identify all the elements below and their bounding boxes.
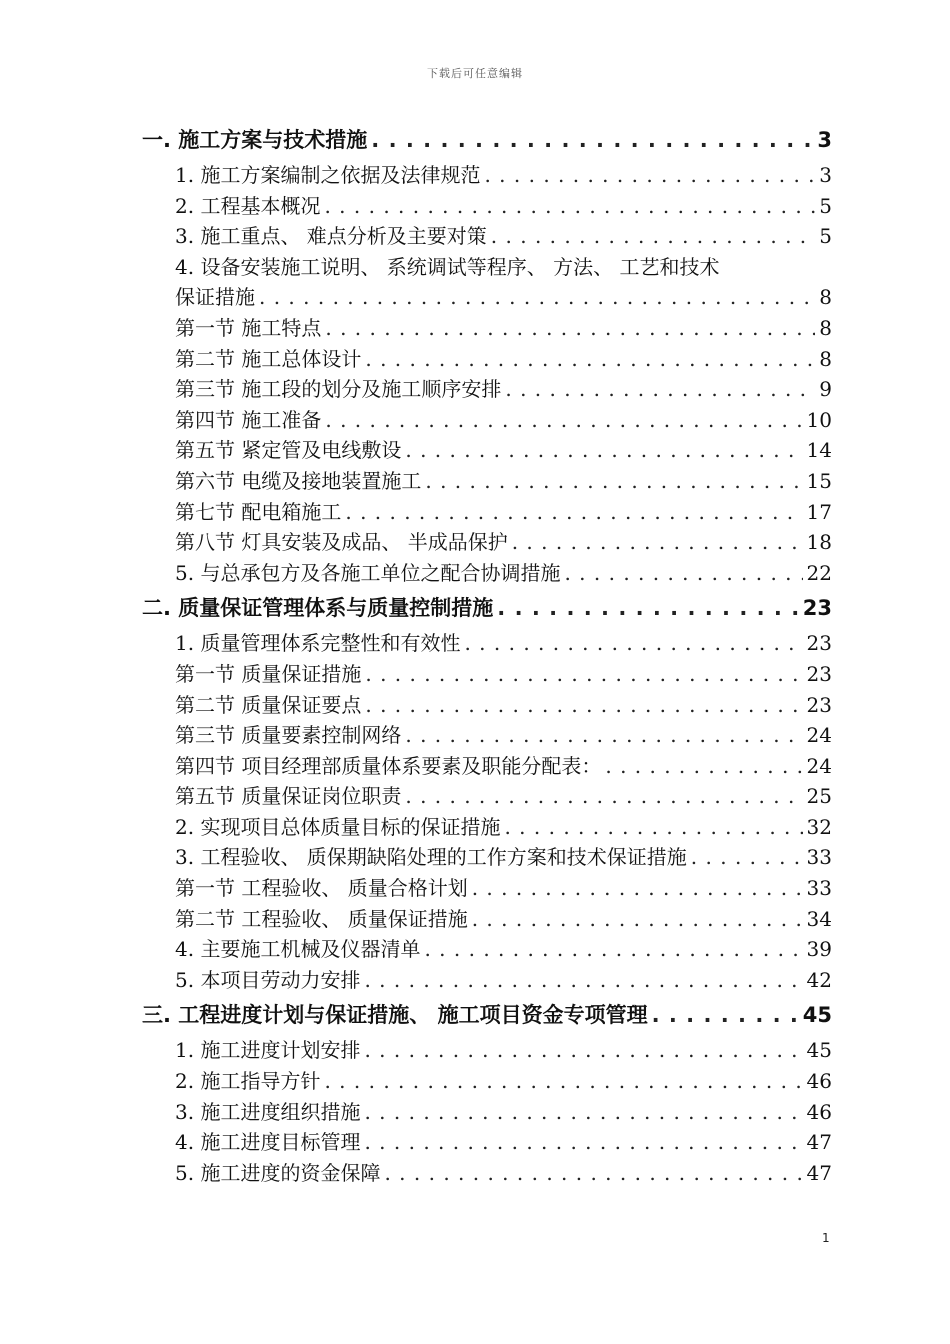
toc-entry-line[interactable] xyxy=(142,690,832,721)
toc-entry-line[interactable] xyxy=(142,751,832,782)
toc-entry-title: 第一节 质量保证措施 xyxy=(175,661,362,686)
toc-dot-leader xyxy=(259,282,815,313)
toc-page-number: 18 xyxy=(806,530,832,555)
toc-dot-leader xyxy=(405,720,802,751)
toc-dot-leader xyxy=(345,497,802,528)
toc-entry-title: 第三节 施工段的划分及施工顺序安排 xyxy=(175,377,502,402)
toc-entry-line[interactable] xyxy=(142,252,832,283)
toc-entry-title: 5. 与总承包方及各施工单位之配合协调措施 xyxy=(175,560,561,585)
toc-page-number: 39 xyxy=(806,937,832,962)
toc-chapter-line[interactable] xyxy=(142,120,832,160)
toc-entry-line[interactable] xyxy=(142,628,832,659)
toc-page-number: 8 xyxy=(819,285,832,310)
toc-entry-title: 二. 质量保证管理体系与质量控制措施 xyxy=(142,596,494,621)
toc-entry-title: 1. 施工方案编制之依据及法律规范 xyxy=(175,163,481,187)
toc-page-number: 33 xyxy=(806,845,832,870)
toc-dot-leader xyxy=(364,1127,802,1158)
toc-entry-line[interactable] xyxy=(142,720,832,751)
toc-entry-line[interactable] xyxy=(142,1097,832,1128)
toc-dot-leader xyxy=(425,466,802,497)
toc-page-number: 3 xyxy=(819,163,832,187)
toc-page-number: 9 xyxy=(819,377,832,402)
toc-entry-title: 3. 工程验收、 质保期缺陷处理的工作方案和技术保证措施 xyxy=(175,845,687,870)
toc-dot-leader xyxy=(324,191,815,222)
toc-entry-line[interactable] xyxy=(142,842,832,873)
toc-page-number: 45 xyxy=(802,1003,832,1028)
toc-page-number: 23 xyxy=(806,692,832,717)
toc-page-number: 25 xyxy=(806,784,832,809)
toc-dot-leader xyxy=(497,588,798,628)
toc-entry-title: 保证措施 xyxy=(175,285,255,310)
toc-entry-line[interactable] xyxy=(142,160,832,191)
toc-entry-line[interactable] xyxy=(142,497,832,528)
toc-entry-title: 一. 施工方案与技术措施 xyxy=(142,128,368,152)
toc-entry-line[interactable] xyxy=(142,1158,832,1189)
toc-page-number: 5 xyxy=(819,224,832,249)
toc-chapter-line[interactable] xyxy=(142,588,832,628)
toc-chapter-line[interactable] xyxy=(142,995,832,1035)
table-of-contents xyxy=(142,120,832,1188)
toc-entry-line[interactable] xyxy=(142,781,832,812)
toc-entry-line[interactable] xyxy=(142,191,832,222)
toc-entry-title: 3. 施工进度组织措施 xyxy=(175,1099,361,1124)
toc-entry-title: 第八节 灯具安装及成品、 半成品保护 xyxy=(175,530,508,555)
toc-entry-title: 5. 本项目劳动力安排 xyxy=(175,967,361,992)
toc-dot-leader xyxy=(384,1158,802,1189)
toc-page-number: 34 xyxy=(806,906,832,931)
page-number: 1 xyxy=(822,1231,830,1245)
toc-entry-title: 第三节 质量要素控制网络 xyxy=(175,723,402,748)
toc-dot-leader xyxy=(365,659,802,690)
toc-entry-title: 2. 实现项目总体质量目标的保证措施 xyxy=(175,814,501,839)
toc-entry-title: 3. 施工重点、 难点分析及主要对策 xyxy=(175,224,487,249)
toc-entry-title: 第四节 项目经理部质量体系要素及职能分配表： xyxy=(175,753,602,778)
toc-entry-title: 4. 主要施工机械及仪器清单 xyxy=(175,937,421,962)
toc-entry-line[interactable] xyxy=(142,1066,832,1097)
toc-dot-leader xyxy=(364,1035,802,1066)
toc-entry-title: 1. 施工进度计划安排 xyxy=(175,1038,361,1063)
toc-page-number: 45 xyxy=(806,1038,832,1063)
toc-page-number: 17 xyxy=(806,499,832,524)
toc-page-number: 14 xyxy=(806,438,832,463)
toc-entry-line[interactable] xyxy=(142,558,832,589)
toc-entry-title: 4. 设备安装施工说明、 系统调试等程序、 方法、 工艺和技术 xyxy=(175,254,720,279)
toc-dot-leader xyxy=(691,842,803,873)
header-note: 下载后可任意编辑 xyxy=(427,67,523,80)
toc-entry-title: 第四节 施工准备 xyxy=(175,407,322,432)
toc-entry-line[interactable] xyxy=(142,1035,832,1066)
toc-dot-leader xyxy=(325,405,802,436)
toc-entry-line[interactable] xyxy=(142,904,832,935)
toc-entry-title: 4. 施工进度目标管理 xyxy=(175,1130,361,1155)
toc-dot-leader xyxy=(605,751,802,782)
toc-page-number: 24 xyxy=(806,723,832,748)
toc-entry-title: 2. 工程基本概况 xyxy=(175,193,321,218)
toc-dot-leader xyxy=(405,781,802,812)
toc-dot-leader xyxy=(484,160,815,191)
toc-page-number: 23 xyxy=(806,631,832,656)
toc-entry-line[interactable] xyxy=(142,965,832,996)
toc-dot-leader xyxy=(491,221,815,252)
toc-entry-title: 第六节 电缆及接地装置施工 xyxy=(175,468,422,493)
toc-dot-leader xyxy=(505,374,815,405)
toc-dot-leader xyxy=(364,965,802,996)
toc-entry-line[interactable] xyxy=(142,1127,832,1158)
toc-entry-line[interactable] xyxy=(142,659,832,690)
toc-page-number: 23 xyxy=(806,661,832,686)
toc-page-number: 32 xyxy=(806,814,832,839)
toc-dot-leader xyxy=(472,904,803,935)
toc-dot-leader xyxy=(324,1066,802,1097)
toc-entry-line[interactable] xyxy=(142,812,832,843)
toc-page-number: 23 xyxy=(802,596,832,621)
toc-entry-line[interactable] xyxy=(142,435,832,466)
toc-dot-leader xyxy=(371,120,813,160)
toc-entry-title: 第二节 工程验收、 质量保证措施 xyxy=(175,906,468,931)
toc-entry-title: 第五节 紧定管及电线敷设 xyxy=(175,438,402,463)
toc-entry-line[interactable] xyxy=(142,466,832,497)
toc-entry-title: 5. 施工进度的资金保障 xyxy=(175,1160,381,1185)
toc-entry-line[interactable] xyxy=(142,527,832,558)
toc-dot-leader xyxy=(365,344,815,375)
toc-page-number: 8 xyxy=(819,315,832,340)
toc-entry-line[interactable] xyxy=(142,313,832,344)
toc-entry-title: 1. 质量管理体系完整性和有效性 xyxy=(175,631,461,656)
toc-entry-line[interactable] xyxy=(142,221,832,252)
toc-dot-leader xyxy=(652,995,799,1035)
toc-entry-title: 第二节 施工总体设计 xyxy=(175,346,362,371)
toc-entry-title: 第二节 质量保证要点 xyxy=(175,692,362,717)
toc-entry-line[interactable] xyxy=(142,934,832,965)
toc-page-number: 15 xyxy=(806,468,832,493)
toc-dot-leader xyxy=(405,435,802,466)
toc-entry-line[interactable] xyxy=(142,344,832,375)
toc-entry-title: 第一节 施工特点 xyxy=(175,315,322,340)
toc-entry-title: 2. 施工指导方针 xyxy=(175,1069,321,1094)
toc-page-number: 22 xyxy=(806,560,832,585)
toc-entry-title: 第七节 配电箱施工 xyxy=(175,499,342,524)
toc-page-number: 10 xyxy=(806,407,832,432)
toc-page-number: 33 xyxy=(806,876,832,901)
toc-page-number: 5 xyxy=(819,193,832,218)
toc-dot-leader xyxy=(464,628,802,659)
toc-page-number: 24 xyxy=(806,753,832,778)
toc-dot-leader xyxy=(512,527,803,558)
toc-dot-leader xyxy=(472,873,803,904)
toc-entry-title: 三. 工程进度计划与保证措施、 施工项目资金专项管理 xyxy=(142,1003,648,1028)
toc-page-number: 46 xyxy=(806,1099,832,1124)
toc-entry-line[interactable] xyxy=(142,405,832,436)
toc-page-number: 47 xyxy=(806,1160,832,1185)
toc-dot-leader xyxy=(424,934,802,965)
toc-page-number: 42 xyxy=(806,967,832,992)
toc-entry-line[interactable] xyxy=(142,873,832,904)
toc-page-number: 46 xyxy=(806,1069,832,1094)
toc-entry-line[interactable] xyxy=(142,374,832,405)
toc-entry-line[interactable] xyxy=(142,282,832,313)
toc-dot-leader xyxy=(325,313,815,344)
toc-dot-leader xyxy=(504,812,802,843)
toc-page-number: 47 xyxy=(806,1130,832,1155)
toc-page-number: 8 xyxy=(819,346,832,371)
toc-dot-leader xyxy=(364,1097,802,1128)
toc-entry-title: 第五节 质量保证岗位职责 xyxy=(175,784,402,809)
toc-dot-leader xyxy=(365,690,802,721)
toc-dot-leader xyxy=(564,558,802,589)
toc-entry-title: 第一节 工程验收、 质量合格计划 xyxy=(175,876,468,901)
toc-page-number: 3 xyxy=(817,128,832,152)
